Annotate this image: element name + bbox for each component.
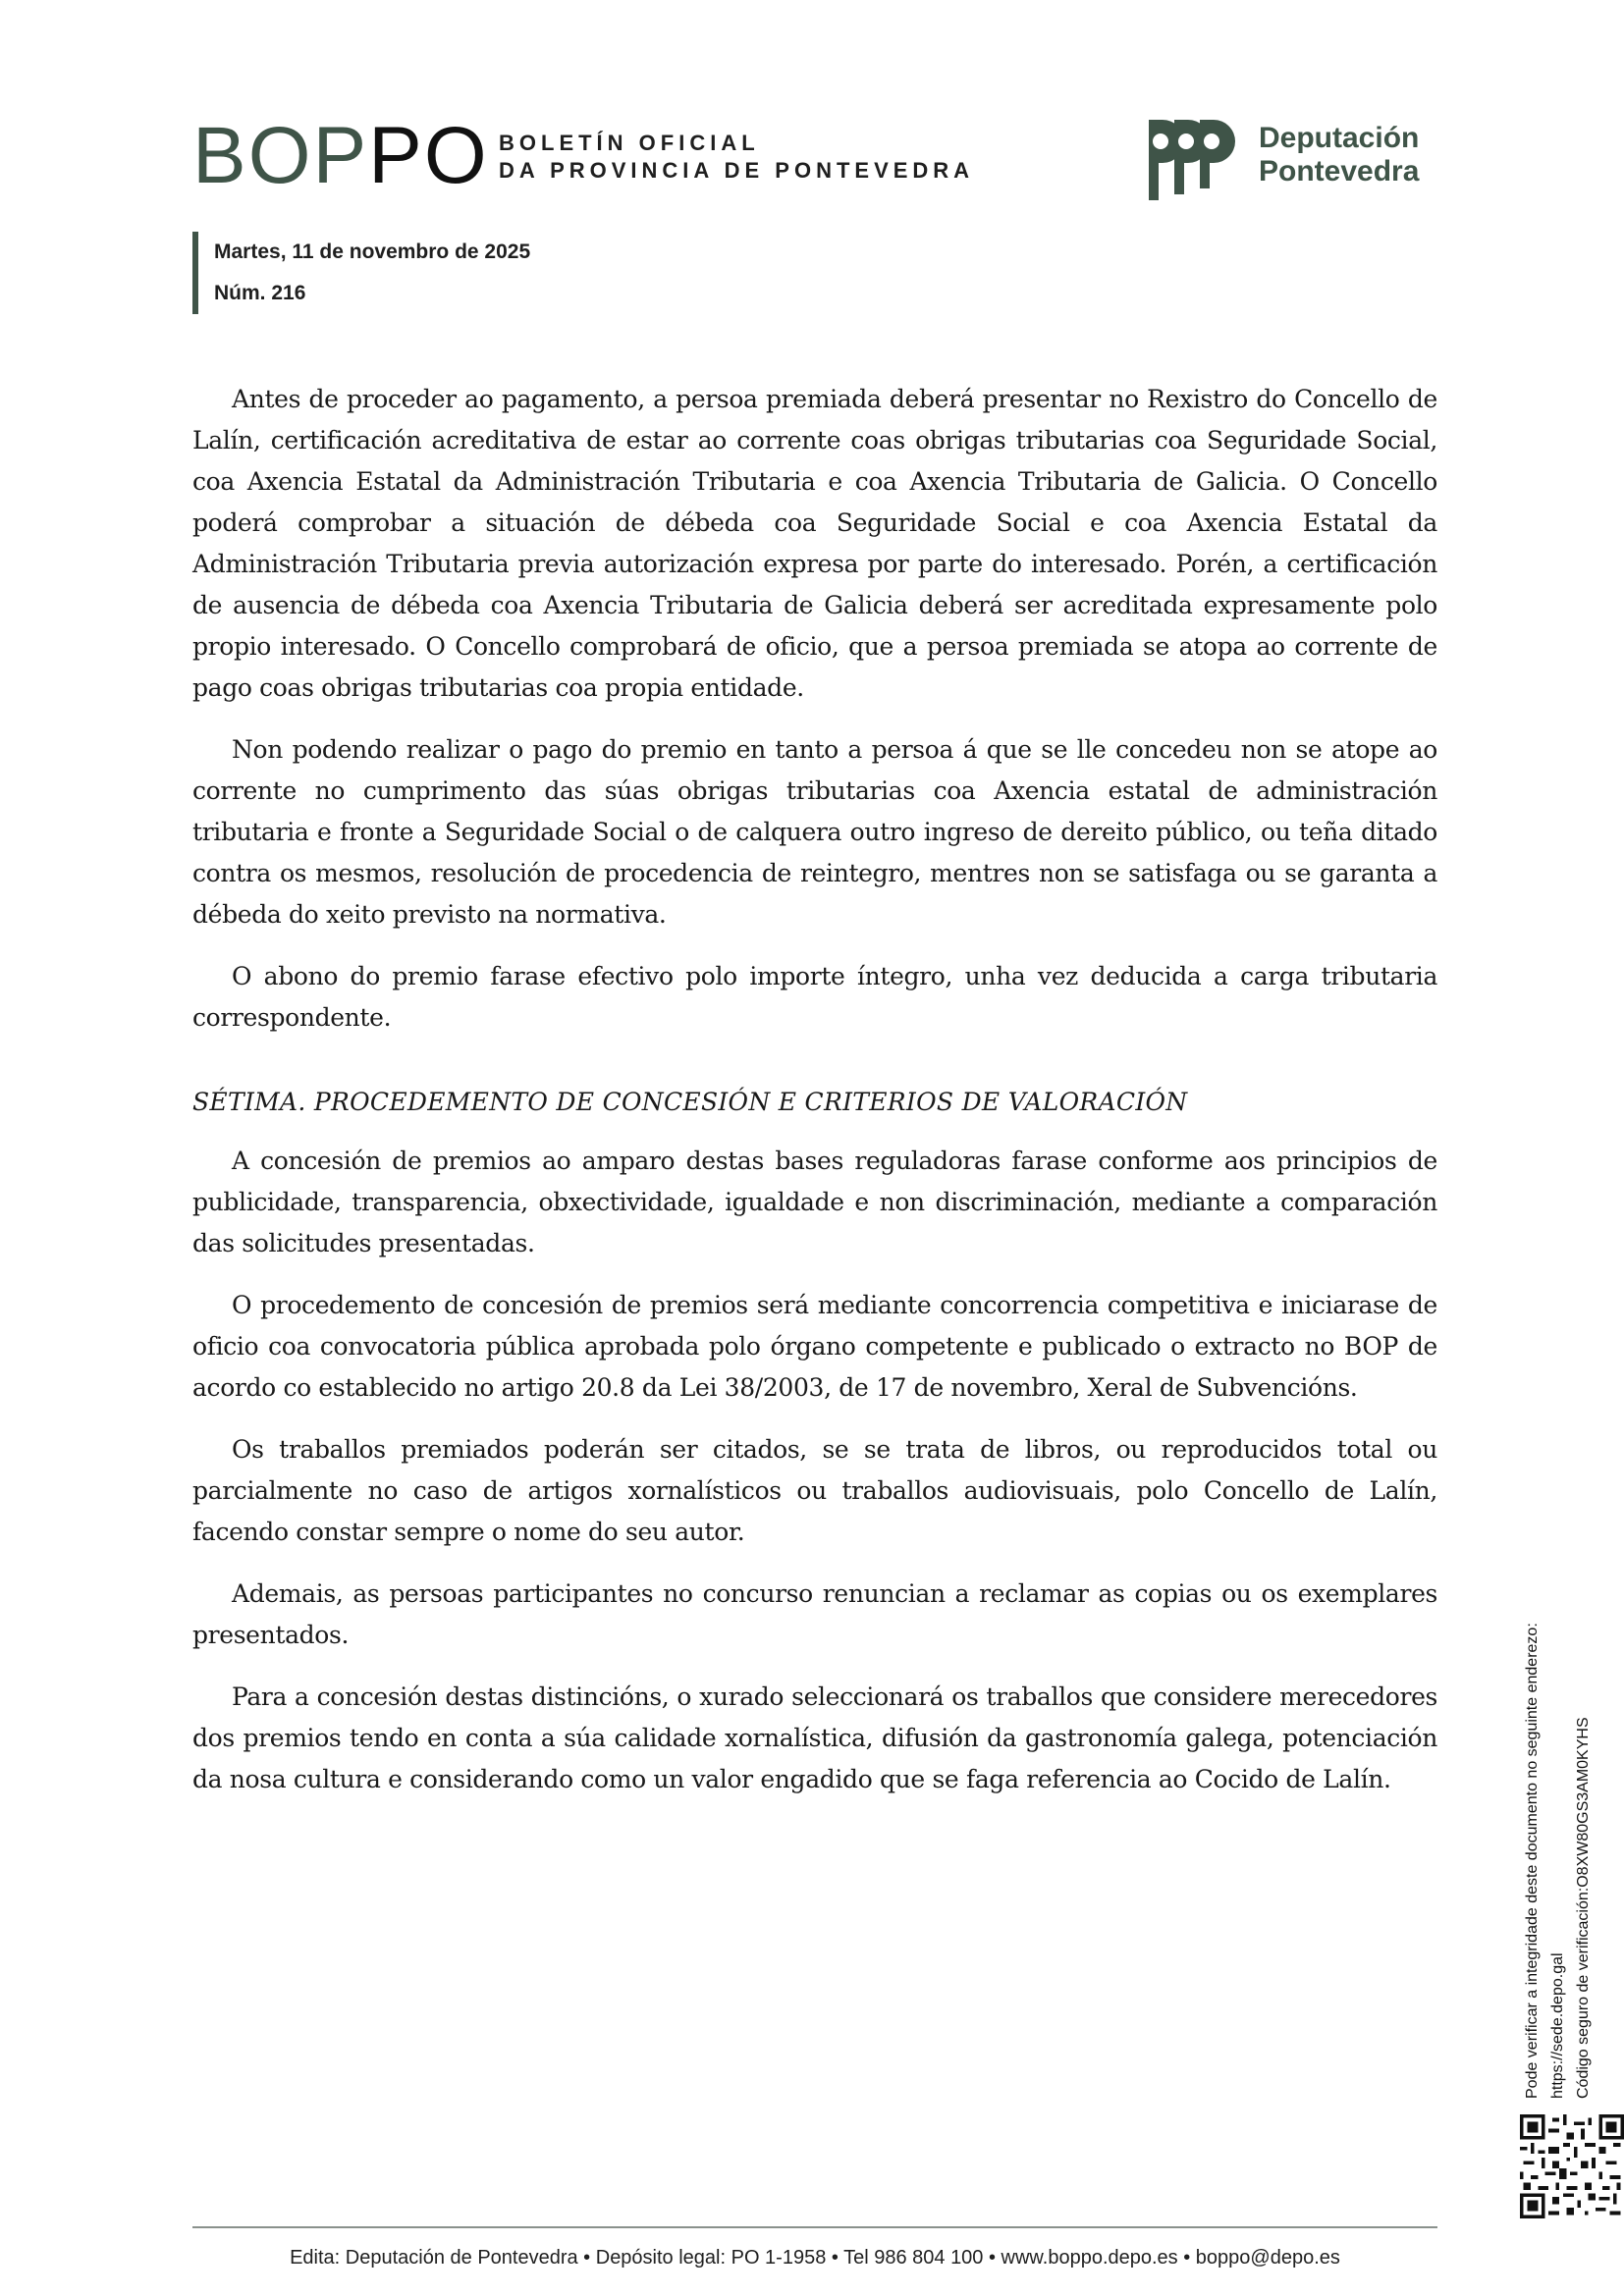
verification-line1: Pode verificar a integridade deste documento no seguinte enderezo: <box>1524 1623 1541 2099</box>
body-paragraph: A concesión de premios ao amparo destas bases reguladoras farase conforme aos principios de publicidade, transparencia, obxectividade, igualdade e non discriminación, mediante a comparación das solicitudes presentadas. <box>192 1147 1437 1257</box>
logo-part-bop: BOP <box>192 111 369 200</box>
logo-part-po: PO <box>368 111 489 200</box>
page-header <box>192 111 1439 204</box>
body-paragraph: O procedemento de concesión de premios será mediante concorrencia competitiva e iniciarase de oficio coa convocatoria pública aprobada polo órgano competente e publicado o extracto no BOP de acordo co establecido no artigo 20.8 da Lei 38/2003, de 17 de novembro, Xeral de Subvencións. <box>192 1291 1437 1402</box>
document-body <box>192 379 1437 1821</box>
page-footer: Edita: Deputación de Pontevedra • Depósito legal: PO 1-1958 • Tel 986 804 100 • www.boppo.depo.es • boppo@depo.es <box>290 2247 1340 2269</box>
bulletin-title-line1: BOLETÍN OFICIAL <box>499 131 760 155</box>
deputacion-name-line2: Pontevedra <box>1259 155 1420 187</box>
body-paragraph: Os traballos premiados poderán ser citados, se se trata de libros, ou reproducidos total ou parcialmente no caso de artigos xornalísticos ou traballos audiovisuais, polo Concello de Lalín, facendo constar sempre o nome do seu autor. <box>192 1435 1437 1546</box>
body-paragraph: Ademais, as persoas participantes no concurso renuncian a reclamar as copias ou os exemplares presentados. <box>192 1579 1437 1649</box>
issue-info <box>192 232 530 314</box>
bulletin-title <box>499 130 974 185</box>
bulletin-title-line2: DA PROVINCIA DE PONTEVEDRA <box>499 158 975 183</box>
body-paragraph: Non podendo realizar o pago do premio en tanto a persoa á que se lle concedeu non se atope ao corrente no cumprimento das súas obrigas tributarias coa Axencia estatal de administración tributaria e fronte a Seguridade Social o de calquera outro ingreso de dereito público, ou teña ditado contra os mesmos, resolución de procedencia de reintegro, mentres non se satisfaga ou se garanta a débeda do xeito previsto na normativa. <box>192 735 1437 929</box>
verification-code: Código seguro de verificación:O8XW80GS3AM0KYHS <box>1575 1717 1592 2099</box>
body-paragraph: Para a concesión destas distincións, o xurado seleccionará os traballos que considere merecedores dos premios tendo en conta a súa calidade xornalística, difusión da gastronomía galega, potenciación da nosa cultura e considerando como un valor engadido que se faga referencia ao Cocido de Lalín. <box>192 1682 1437 1793</box>
deputacion-logo <box>1145 116 1439 204</box>
body-paragraph: O abono do premio farase efectivo polo importe íntegro, unha vez deducida a carga tributaria correspondente. <box>192 962 1437 1032</box>
deputacion-emblem-icon <box>1145 116 1247 204</box>
issue-number: Núm. 216 <box>214 282 306 304</box>
verification-url[interactable]: https://sede.depo.gal <box>1549 1952 1566 2099</box>
deputacion-name-line1: Deputación <box>1259 122 1420 154</box>
boppo-logo <box>192 111 489 200</box>
footer-divider <box>192 2226 1437 2228</box>
issue-date: Martes, 11 de novembro de 2025 <box>214 240 531 263</box>
section-title: SÉTIMA. PROCEDEMENTO DE CONCESIÓN E CRITERIOS DE VALORACIÓN <box>192 1088 1188 1116</box>
qr-code-icon <box>1520 2114 1624 2218</box>
verification-sidebar <box>1520 1623 1597 2099</box>
body-paragraph: Antes de proceder ao pagamento, a persoa premiada deberá presentar no Rexistro do Concello de Lalín, certificación acreditativa de estar ao corrente coas obrigas tributarias coa Seguridade Social, coa Axencia Estatal da Administración Tributaria e coa Axencia Tributaria de Galicia. O Concello poderá comprobar a situación de débeda coa Seguridade Social e coa Axencia Estatal da Administración Tributaria previa autorización expresa por parte do interesado. Porén, a certificación de ausencia de débeda coa Axencia Tributaria de Galicia deberá ser acreditada expresamente polo propio interesado. O Concello comprobará de oficio, que a persoa premiada se atopa ao corrente de pago coas obrigas tributarias coa propia entidade. <box>192 385 1437 702</box>
deputacion-name <box>1259 122 1419 188</box>
